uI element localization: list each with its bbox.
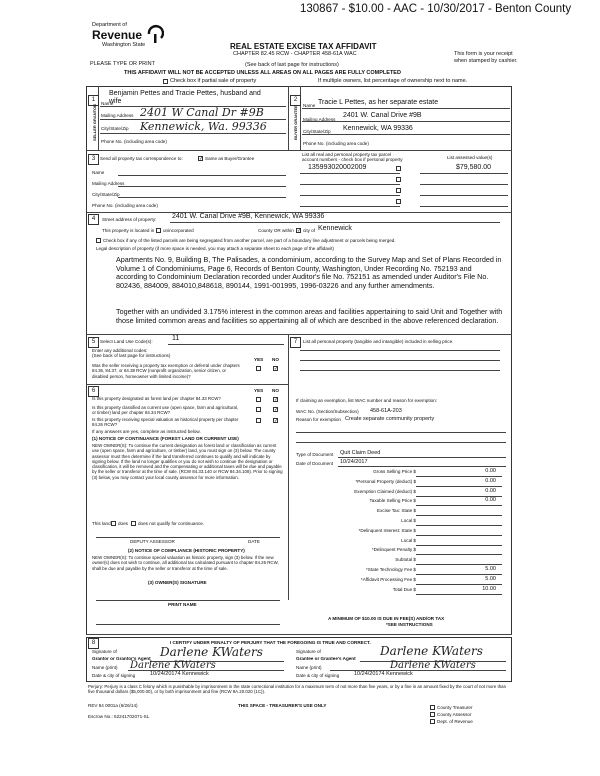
segregated-checkbox[interactable] [96,238,101,243]
see-instructions-note: *SEE INSTRUCTIONS [386,622,433,627]
copy-dor-checkbox[interactable] [430,719,435,724]
fee-label: *Personal Property (deduct) $ [355,478,416,484]
s3-mailing-label: Mailing Address [92,181,125,186]
grantor-sig-label: Signature of [92,649,117,654]
unincorporated-checkbox[interactable] [156,228,161,233]
agency-line3: Washington State [102,42,146,48]
s5-question-1: Was the seller receiving a property tax exemption or deferral under chapters 84.36, 84.37, or 84.38 RCW (nonprofit organization, senior citizen, or disabled person, homeowner with limited income)? [92,363,240,379]
seller-city-label: City/State/Zip [101,126,129,131]
does-not-label: does not qualify for continuance. [138,521,205,526]
wac-value[interactable]: 458-61A-203 [370,408,402,414]
seller-phone-label: Phone No. (including area code) [101,139,167,144]
section-5-number: 5 [88,337,99,348]
street-label: Street address of property: [102,217,157,222]
s6-q1-yes[interactable] [256,397,261,402]
completion-warning: THIS AFFIDAVIT WILL NOT BE ACCEPTED UNLESS ALL AREAS ON ALL PAGES ARE FULLY COMPLETED [124,70,401,76]
located-in-label: This property is located in [102,228,155,233]
agency-line1: Department of [92,22,127,28]
s6-question-3: Is this property receiving special valuation as historical property per chapter 84.26 RCW? [92,417,239,428]
section-7-number: 7 [290,337,301,348]
receipt-note-2: when stamped by cashier. [454,58,518,64]
personal-property-checkbox-4[interactable] [396,199,401,204]
fee-row [296,477,506,486]
seller-name-1[interactable]: Benjamin Pettes and Tracie Pettes, husband and [109,90,261,97]
s5-no-header: NO [272,357,279,362]
section-6-number: 6 [88,386,99,397]
legal-description-label: Legal description of property (if more space is needed, you may attach a separate sheet to each page of the affidavit) [96,246,334,251]
agency-logo [92,22,182,62]
owner-signature-label: (3) OWNER(S) SIGNATURE [148,580,207,585]
s5-q1-no[interactable]: ✓ [274,366,279,372]
s6-q3-no[interactable]: ✓ [274,418,279,424]
fee-value[interactable]: 0.00 [485,468,496,474]
copy-treasurer-checkbox[interactable] [430,705,435,710]
land-use-label: Select Land Use Code(s): [100,339,153,344]
copy-assessor-label: County Assessor [437,712,472,717]
fee-label: *State Technology Fee $ [366,567,416,572]
land-qualify-label: This land [92,521,111,526]
s6-no-header: NO [272,388,279,393]
buyer-name-value[interactable]: Tracie L Pettes, as her separate estate [318,99,439,106]
grantor-date-value[interactable]: 10/24/20174 Kennewick [150,671,209,677]
personal-property-checkbox-3[interactable] [396,188,401,193]
section-8-number: 8 [88,638,99,649]
parcel-header-2: account numbers - check box if personal property [302,157,403,162]
s6-q3-yes[interactable] [256,418,261,423]
section-3-number: 3 [88,154,99,165]
fee-table [296,467,506,597]
fee-label: Exemption Claimed (deduct) $ [354,488,416,494]
s6-question-2: Is this property classified as current use (open space, farm and agricultural, or timber) land per chapter 84.34 RCW? [92,405,239,416]
assessed-value[interactable]: $79,580.00 [456,164,492,171]
grantor-signature[interactable]: Darlene KWaters [160,645,263,659]
does-label: does [118,521,128,526]
street-value[interactable]: 2401 W. Canal Drive #9B, Kennewick, WA 99336 [172,213,325,220]
fee-label: *Affidavit Processing Fee $ [360,576,416,582]
grantee-name-print[interactable]: Darlene KWaters [390,660,476,671]
fee-row [296,467,506,476]
multiple-owners-note: If multiple owners, list percentage of ownership next to name. [318,78,468,84]
assessed-header: List assessed value(s) [447,155,493,160]
perjury-notice: Perjury: Perjury is a class C felony which is punishable by imprisonment in the state correctional institution for a maximum term of not more than five years, or by a fine in an amount fixed by the court of not more than five thousand dollars ($5,000.00), or by both imprisonment and fine (RCW 9A.20.020 (1C)). [88,684,507,695]
does-checkbox[interactable] [111,521,116,526]
section-1-number: 1 [88,95,99,106]
grantee-agent-label: Grantee or Grantee's Agent [296,656,356,661]
s6-question-1: Is this property designated as forest land per chapter 84.33 RCW? [92,396,221,401]
fee-row [296,496,506,505]
notice-continuance-text: NEW OWNER(S): To continue the current designation as forest land or classification as current use (open space, farm and agriculture, or timber) land, you must sign on (3) below. The county assessor must then determine if the land transferred continues to qualify and will indicate by signing below. If the land no longer qualifies or you do not wish to continue the designation or classification, it will be removed and the compensating or additional taxes will be due and payable by the seller or transferor at the time of sale. (RCW 84.33.140 or RCW 84.34.108). Prior to signing (3) below, you may contact your local county assessor for more information. [92,443,283,480]
buyer-mailing-label: Mailing Address [303,117,336,122]
fee-label: Gross Selling Price $ [373,469,416,474]
parcel-header-1: List all real and personal property tax parcel [302,152,392,157]
personal-property-label: List all personal property (tangible and intangible) included in selling price. [303,339,454,344]
notice-continuance-title: (1) NOTICE OF CONTINUANCE (FOREST LAND OR CURRENT USE) [92,436,239,441]
seller-mailing-value[interactable]: 2401 W Canal Dr #9B [140,106,264,119]
grantee-date-value[interactable]: 10/24/20174 Kennewick [354,671,413,677]
doc-type-label: Type of Document [296,452,334,457]
fee-value[interactable]: 5.00 [485,575,496,582]
fee-row [296,536,506,545]
s3-name-label: Name [92,170,105,175]
fee-value[interactable]: 10.00 [482,585,496,592]
s3-phone-label: Phone No. (including area code) [92,203,158,208]
fee-row [296,526,506,535]
personal-property-checkbox-2[interactable] [396,177,401,182]
form-chapter: CHAPTER 82.45 RCW - CHAPTER 458-61A WAC [233,51,357,57]
correspondence-label: Send all property tax correspondence to: [100,156,183,161]
type-or-print: PLEASE TYPE OR PRINT [90,61,156,67]
grantee-sig-label: Signature of [296,649,321,654]
s5-q1-yes[interactable] [256,366,261,371]
same-as-buyer-label: Same as Buyer/Grantee [205,156,255,161]
agency-line2: Revenue [92,28,143,42]
print-name-label: PRINT NAME [168,602,197,607]
fee-label: Subtotal $ [395,557,416,563]
fee-row [296,585,506,594]
legal-description-1[interactable]: Apartments No. 9, Building B, The Palisades, a condominium, according to the Survey Map and Set of Plans Recorded in Volume 1 of Condominiums, Page 6, Records of Benton County, Washington, Under Recording No. 752193 and according to Condominium Declaration recorded under Auditor's file No. 752151 as amended under Auditor's File No. 802436, 884009, 884010,848618, 890144, 1991-001995, 1996-03226 and any further amendments. [116,255,502,290]
personal-property-checkbox-1[interactable] [396,166,401,171]
treasurer-use-label: THIS SPACE - TREASURER'S USE ONLY [238,703,327,708]
copy-dor-label: Dept. of Revenue [437,719,473,724]
grantor-date-label: Date & city of signing [92,673,136,678]
s5-yes-header: YES [254,357,264,362]
s6-q2-yes[interactable] [256,407,261,412]
deputy-date-label: DATE [248,539,260,544]
same-as-buyer-checkbox[interactable]: ✓ [199,156,204,162]
segregated-label: Check box if any of the listed parcels are being segregated from another parcel, are part of a boundary line adjustment or parcels being merged. [103,238,396,243]
grantee-name-label: Name (print) [296,665,322,670]
s6-yes-header: YES [254,388,264,393]
exemption-label: If claiming an exemption, list WAC number and reason for exemption: [296,398,438,403]
doc-type-value[interactable]: Quit Claim Deed [340,450,381,456]
seller-name-label: Name [101,101,114,106]
fee-label: Local $ [401,518,416,523]
fee-label: *Delinquent Penalty $ [371,547,416,553]
copy-treasurer-label: County Treasurer [437,705,473,710]
buyer-side-label: BUYER GRANTEE [292,105,298,140]
buyer-name-label: Name [303,103,316,108]
recording-stamp: 130867 - $10.00 - AAC - 10/30/2017 - Benton County [300,3,572,15]
see-back-instructions: (See back of last page for instructions) [245,62,339,68]
fee-value[interactable]: 0.00 [485,477,496,484]
deputy-assessor-label: DEPUTY ASSESSOR [130,539,175,544]
fee-value[interactable]: 5.00 [485,566,496,572]
fee-row [296,545,506,554]
seller-mailing-label: Mailing Address [101,113,134,118]
buyer-phone-label: Phone No. (including area code) [303,141,369,146]
fee-value[interactable]: 0.00 [485,497,496,504]
minimum-fee-note: A MINIMUM OF $10.00 IS DUE IN FEE(S) AND/OR TAX [328,616,445,621]
doc-date-value[interactable]: 10/24/2017 [340,459,368,465]
s3-city-label: City/State/Zip [92,192,120,197]
fee-row [296,487,506,496]
fee-row [296,555,506,564]
city-of-value[interactable]: Kennewick [318,225,352,232]
form-title: REAL ESTATE EXCISE TAX AFFIDAVIT [230,42,377,51]
buyer-city-value[interactable]: Kennewick, WA 99336 [343,125,413,132]
city-of-label: city of [303,228,315,233]
escrow-number: Escrow No.: 52241702071-SL [88,714,150,719]
copy-assessor-checkbox[interactable] [430,712,435,717]
certify-statement: I CERTIFY UNDER PENALTY OF PERJURY THAT THE FOREGOING IS TRUE AND CORRECT. [170,640,371,645]
grantee-date-label: Date & city of signing [296,673,340,678]
section-4-number: 4 [88,214,99,225]
land-use-value[interactable]: 11 [172,335,180,342]
reason-value[interactable]: Create separate community property [345,416,435,422]
section5-see-back: (See back of last page for instructions) [92,353,171,358]
s6-q1-no[interactable]: ✓ [274,397,279,403]
s6-question-4: If any answers are yes, complete as instructed below. [92,429,201,434]
notice-compliance-title: (2) NOTICE OF COMPLIANCE (HISTORIC PROPERTY) [128,548,245,553]
grantee-signature[interactable]: Darlene KWaters [380,644,483,658]
s6-q2-no[interactable]: ✓ [274,407,279,413]
grantor-name-label: Name (print) [92,665,118,670]
fee-underline [416,594,502,595]
seller-city-value[interactable]: Kennewick, Wa. 99336 [140,120,267,133]
notice-compliance-text: NEW OWNER(S): To continue special valuation as historic property, sign (3) below. If the new owner(s) does not wish to continue, all additional tax calculated pursuant to chapter 84.26 RCW, shall be due and payable by the seller or transferor at the time of sale. [92,555,279,571]
revenue-logo-icon [146,24,164,44]
receipt-note-1: This form is your receipt [454,51,513,57]
partial-sale-checkbox[interactable] [163,79,168,84]
partial-sale-label: Check box if partial sale of property [170,78,257,84]
fee-row [296,516,506,525]
parcel-number[interactable]: 135993020002009 [308,164,367,171]
fee-value[interactable]: 0.00 [485,487,496,494]
doc-date-label: Date of Document [296,461,334,466]
seller-side-label: SELLER GRANTOR [92,103,98,142]
county-or-within-label: County OR within [258,228,294,233]
fee-label: Excise Tax: State $ [377,508,416,514]
section-2-number: 2 [290,95,301,106]
fee-row [296,506,506,515]
grantor-name-print[interactable]: Darlene KWaters [130,660,216,671]
fee-label: *Delinquent Interest: State $ [358,527,416,533]
fee-label: Local $ [401,537,416,543]
reason-label: Reason for exemption [296,417,341,422]
unincorporated-label: unincorporated [163,228,194,233]
grantor-agent-label: Grantor or Grantor's Agent [92,656,151,661]
legal-description-2[interactable]: Together with an undivided 3.175% interest in the common areas and facilities appertaining to said Unit and Together with those limited common areas and facilities so appertaining all of which are described in the above referenced declaration. [116,307,503,325]
fee-row [296,575,506,584]
city-of-checkbox[interactable]: ✓ [297,228,302,234]
wac-label: WAC No. (Section/Subsection) [296,409,359,414]
fee-row [296,565,506,574]
does-not-checkbox[interactable] [131,521,136,526]
buyer-mailing-value[interactable]: 2401 W. Canal Drive #9B [343,112,422,119]
fee-label: Taxable Selling Price $ [369,498,416,504]
fee-label: Total Due $ [392,586,416,592]
revision-number: REV 84 0001a (6/26/14) [88,703,138,708]
buyer-city-label: City/State/Zip [303,129,331,134]
additional-codes-label: Enter any additional codes: [92,348,148,353]
seller-name-2[interactable]: wife [109,98,122,105]
